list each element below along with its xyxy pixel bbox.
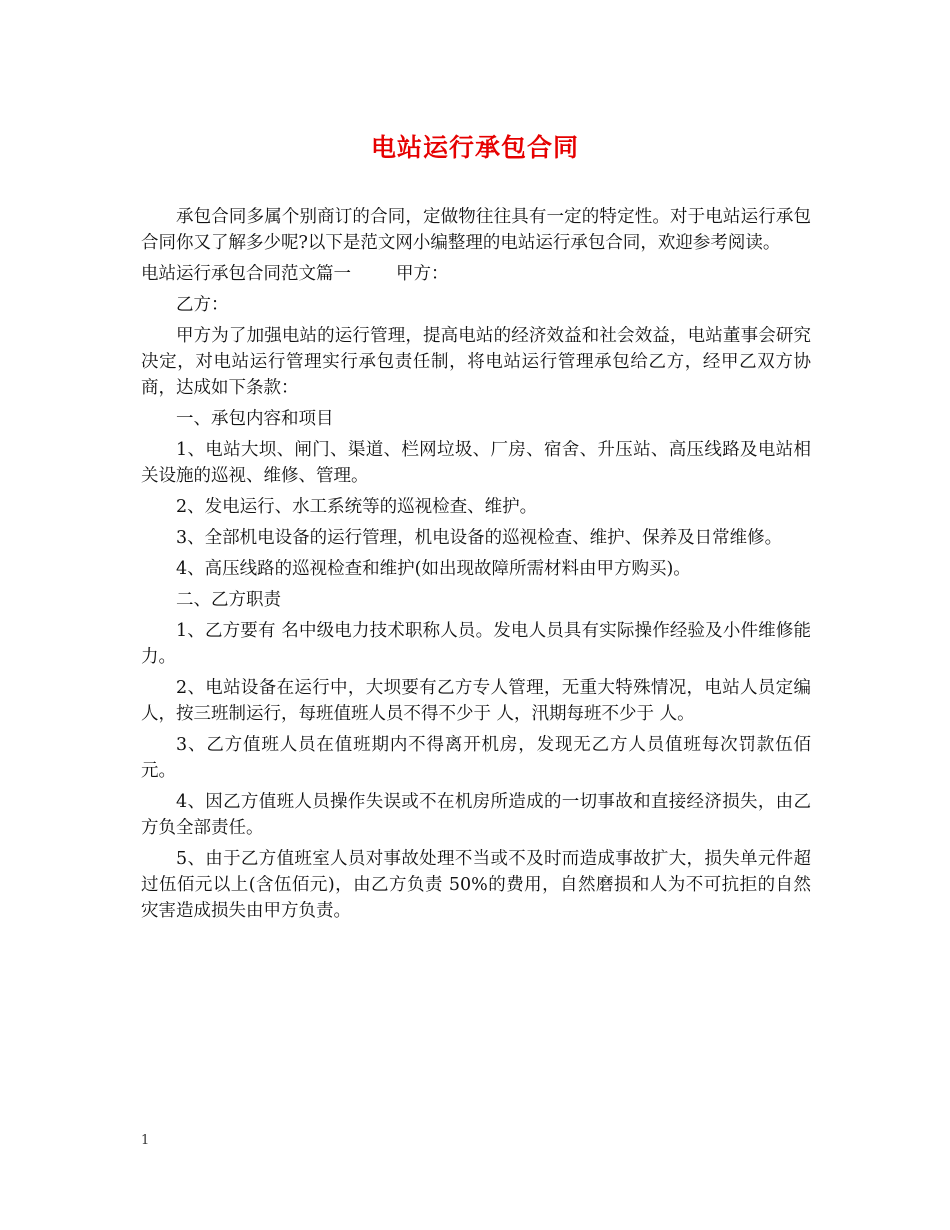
page-number: 1 — [141, 1133, 150, 1148]
party-a-label: 甲方： — [396, 264, 449, 284]
clause-item: 1、电站大坝、闸门、渠道、栏网垃圾、厂房、宿舍、升压站、高压线路及电站相关设施的巡视、维修、管理。 — [141, 440, 811, 486]
clause-item: 2、电站设备在运行中，大坝要有乙方专人管理，无重大特殊情况，电站人员定编 人，按三班制运行，每班值班人员不得不少于 人，汛期每班不少于 人。 — [141, 678, 811, 724]
clause-item: 4、高压线路的巡视检查和维护(如出现故障所需材料由甲方购买)。 — [176, 559, 691, 579]
document-title: 电站运行承包合同 — [370, 133, 579, 162]
clause-item: 3、乙方值班人员在值班期内不得离开机房，发现无乙方人员值班每次罚款伍佰元。 — [141, 735, 811, 781]
clause-item: 3、全部机电设备的运行管理，机电设备的巡视检查、维护、保养及日常维修。 — [176, 528, 783, 548]
clause-item: 5、由于乙方值班室人员对事故处理不当或不及时而造成事故扩大，损失单元件超过伍佰元以上(含伍佰元)，由乙方负责 50%的费用，自然磨损和人为不可抗拒的自然灾害造成损失由甲方负责。 — [141, 849, 811, 921]
document-body — [141, 204, 811, 929]
preamble-paragraph: 甲方为了加强电站的运行管理，提高电站的经济效益和社会效益，电站董事会研究决定，对电站运行管理实行承包责任制，将电站运行管理承包给乙方，经甲乙双方协商，达成如下条款： — [141, 326, 811, 398]
party-b-label: 乙方： — [176, 295, 229, 315]
clause-heading-1: 一、承包内容和项目 — [176, 409, 334, 429]
clause-item: 4、因乙方值班人员操作失误或不在机房所造成的一切事故和直接经济损失，由乙方负全部责任。 — [141, 792, 811, 838]
clause-heading-2: 二、乙方职责 — [176, 590, 281, 610]
clause-item: 1、乙方要有 名中级电力技术职称人员。发电人员具有实际操作经验及小件维修能力。 — [141, 621, 811, 667]
section-heading: 电站运行承包合同范文篇一 — [141, 264, 351, 284]
clause-item: 2、发电运行、水工系统等的巡视检查、维护。 — [176, 497, 538, 517]
intro-paragraph: 承包合同多属个别商订的合同，定做物往往具有一定的特定性。对于电站运行承包合同你又了解多少呢?以下是范文网小编整理的电站运行承包合同，欢迎参考阅读。 — [141, 207, 811, 253]
section-heading-line — [141, 261, 811, 287]
